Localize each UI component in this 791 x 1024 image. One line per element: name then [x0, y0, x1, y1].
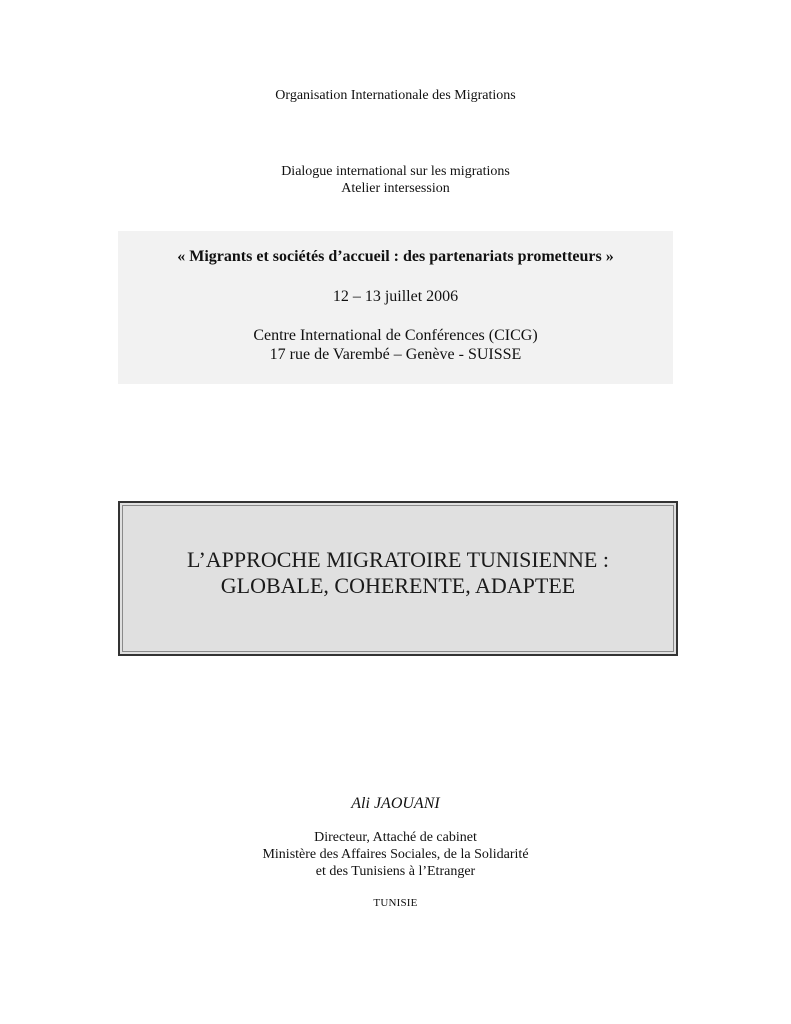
ministry-line-1: Ministère des Affaires Sociales, de la Solidarité [262, 847, 529, 862]
author-name: Ali JAOUANI [351, 795, 440, 812]
main-title-line-2: GLOBALE, COHERENTE, ADAPTEE [220, 573, 576, 598]
workshop-type: Atelier intersession [341, 181, 450, 196]
venue-name: Centre International de Conférences (CICG) [253, 327, 538, 344]
workshop-dates: 12 – 13 juillet 2006 [332, 288, 459, 305]
workshop-title: « Migrants et sociétés d’accueil : des partenariats prometteurs » [177, 248, 614, 265]
author-country: TUNISIE [373, 897, 418, 909]
organization-name: Organisation Internationale des Migrations [275, 88, 516, 103]
venue-address: 17 rue de Varembé – Genève - SUISSE [269, 346, 522, 363]
dialogue-title: Dialogue international sur les migrations [281, 164, 510, 179]
main-title-box [118, 501, 678, 656]
author-affiliation [0, 829, 791, 880]
dialogue-heading [0, 163, 791, 197]
ministry-line-2: et des Tunisiens à l’Etranger [315, 864, 476, 879]
main-title-line-1: L’APPROCHE MIGRATOIRE TUNISIENNE : [187, 547, 609, 572]
workshop-info-box [118, 231, 673, 384]
main-title [120, 547, 676, 599]
workshop-venue [118, 326, 673, 364]
author-role: Directeur, Attaché de cabinet [314, 830, 477, 845]
